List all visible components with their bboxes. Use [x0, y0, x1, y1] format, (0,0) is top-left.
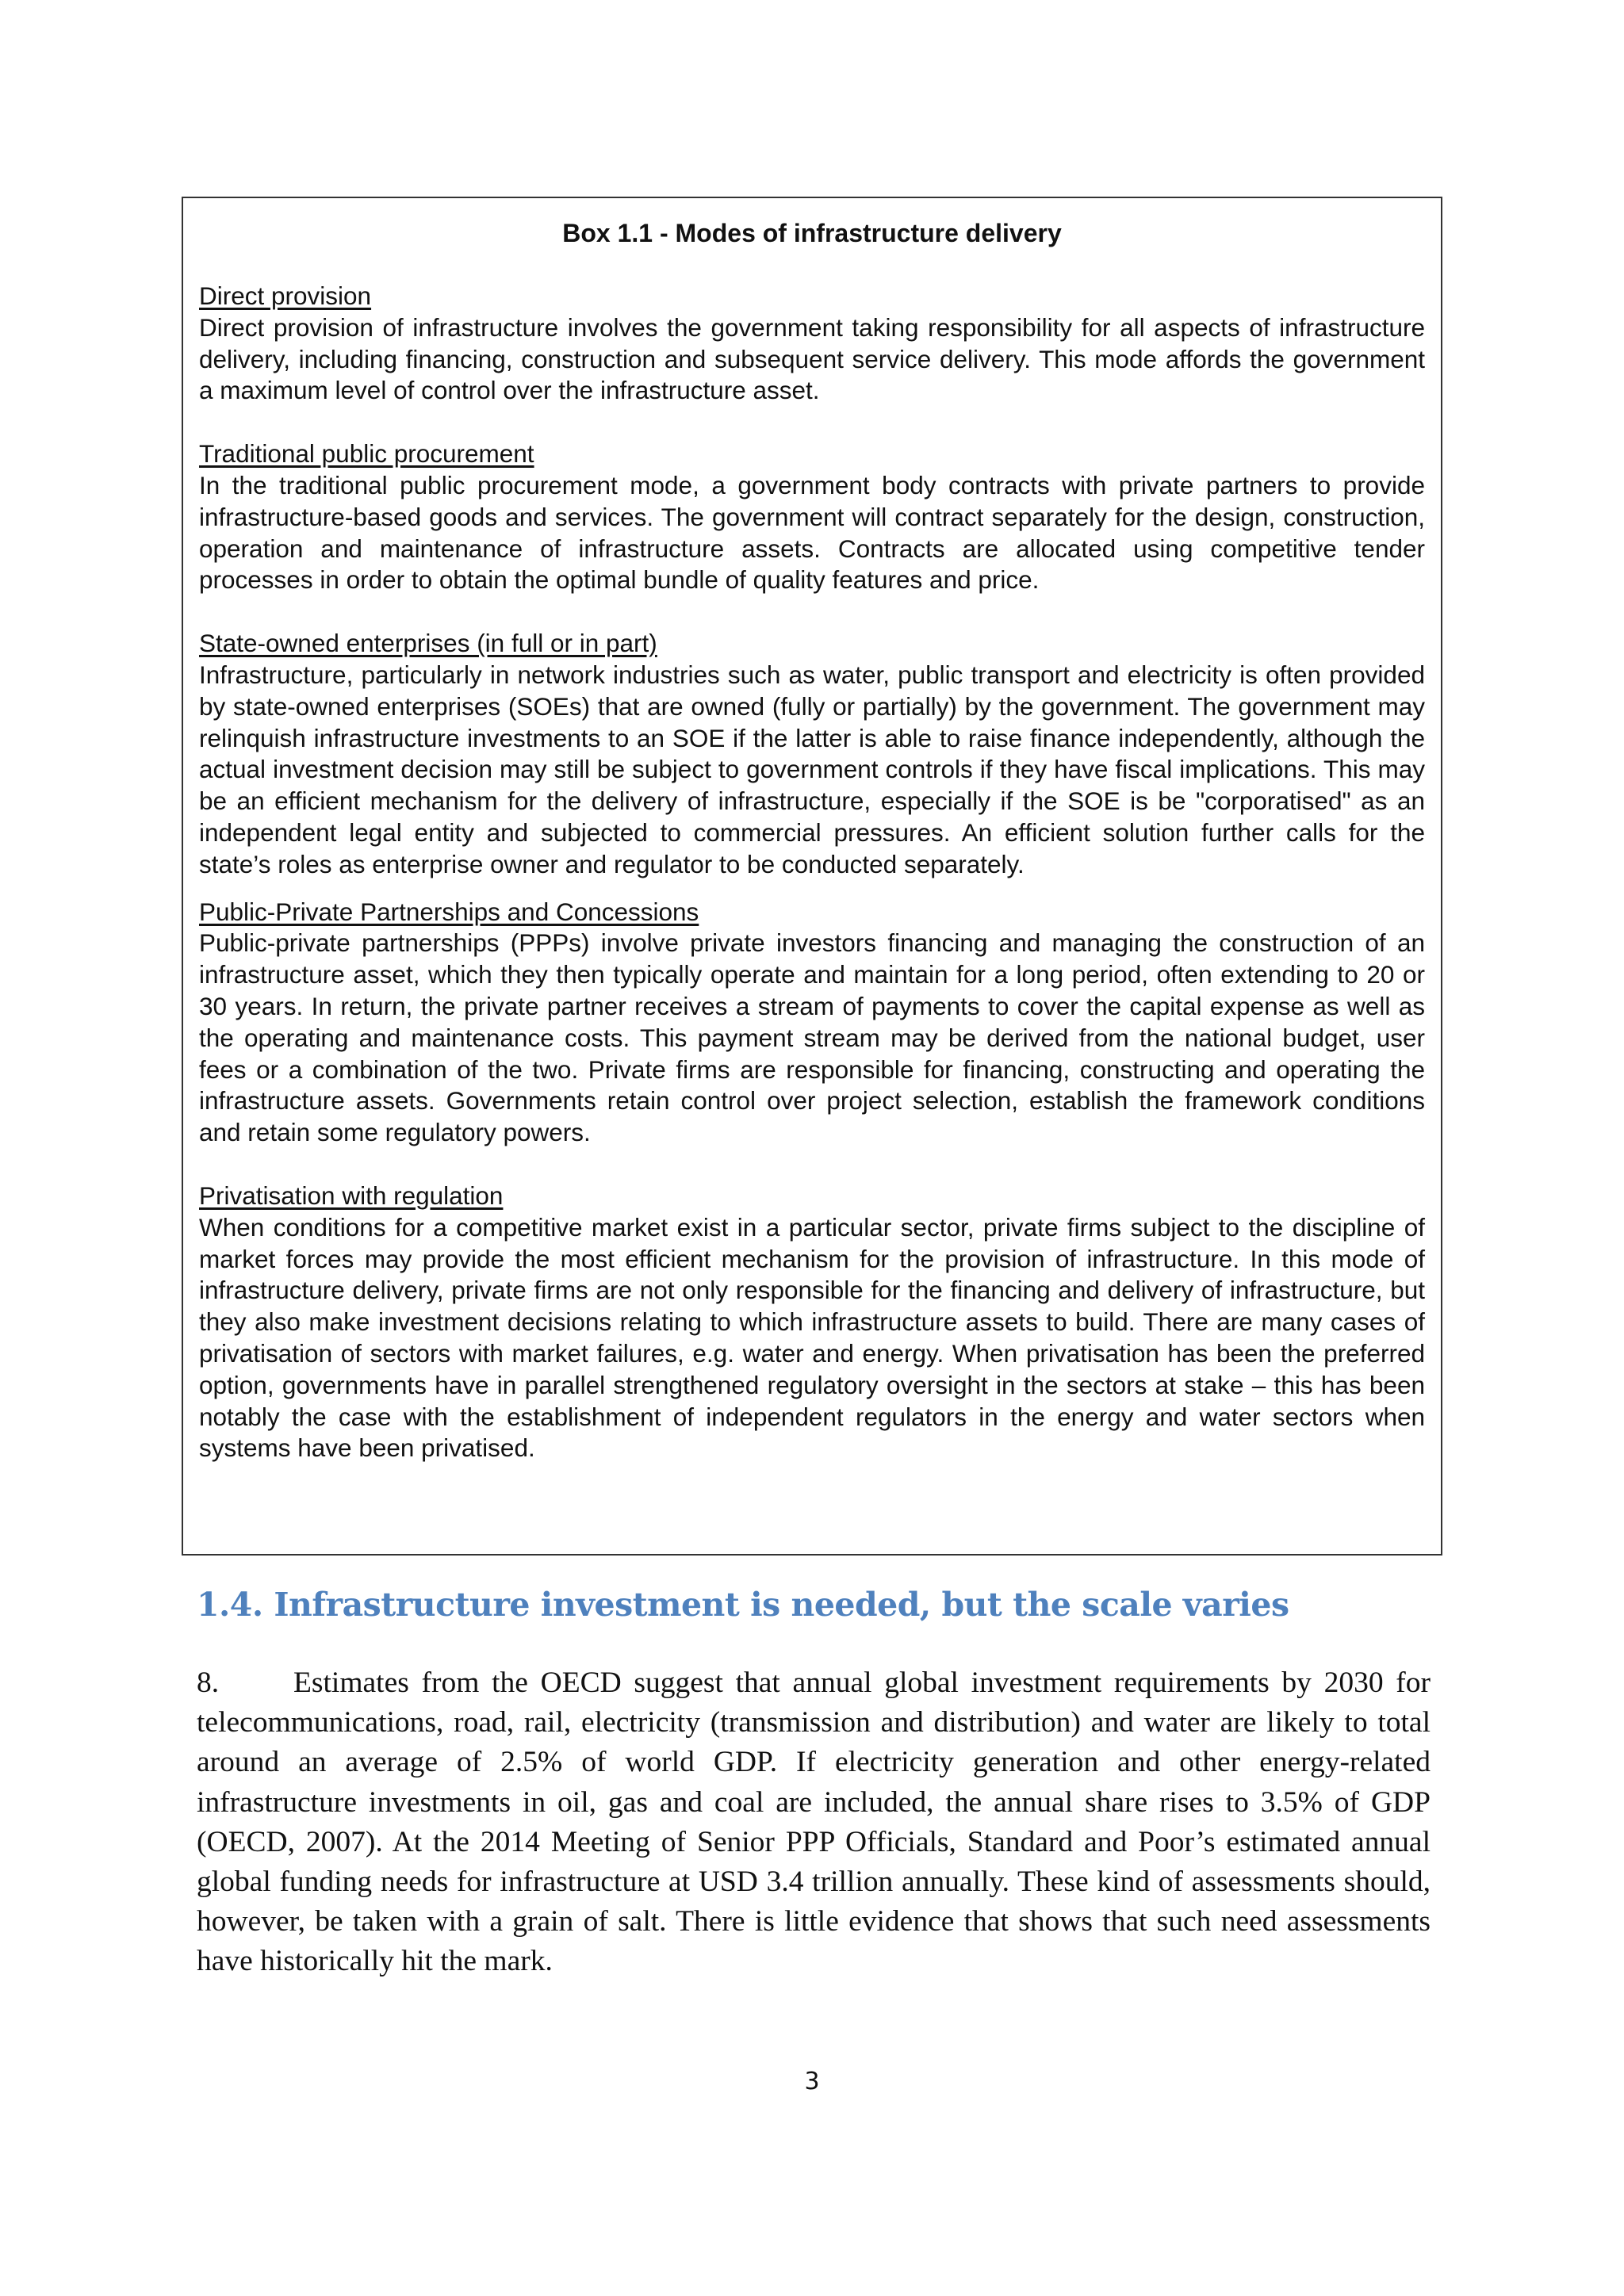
page-number: 3	[804, 2068, 820, 2095]
box-section-heading: Privatisation with regulation	[199, 1181, 504, 1210]
paragraph-number: 8.	[197, 1667, 220, 1699]
box-title: Box 1.1 - Modes of infrastructure delivery	[562, 219, 1062, 247]
box-section-body: When conditions for a competitive market exist in a particular sector, private firms subject to the discipline of market forces may provide the most efficient mechanism for the provision of infrastructure. In this mode of infrastructure delivery, private firms are not only responsible for the financing and delivery of infrastructure, but they also make investment decisions relating to which infrastructure assets to build. There are many cases of privatisation of sectors with market failures, e.g. water and energy. When privatisation has been the preferred option, governments have in parallel strengthened regulatory oversight in the sectors at stake – this has been notably the case with the establishment of independent regulators in the energy and water sectors when systems have been privatised.	[199, 1212, 1425, 1463]
box-section-heading: State-owned enterprises (in full or in part)	[199, 629, 657, 658]
box-section-direct-provision	[199, 281, 1425, 407]
box-section-body: Public-private partnerships (PPPs) involve private investors financing and managing the construction of an infrastructure asset, which they then typically operate and maintain for a long period, often extending to 20 or 30 years. In return, the private partner receives a stream of payments to cover the capital expense as well as the operating and maintenance costs. This payment stream may be derived from the national budget, user fees or a combination of the two. Private firms are responsible for financing, constructing and operating the infrastructure assets. Governments retain control over project selection, establish the framework conditions and retain some regulatory powers.	[199, 928, 1425, 1147]
box-section-body: Direct provision of infrastructure involves the government taking responsibility for all aspects of infrastructure delivery, including financing, construction and subsequent service delivery. This mode affords the government a maximum level of control over the infrastructure asset.	[199, 312, 1425, 405]
box-section-body: Infrastructure, particularly in network industries such as water, public transport and electricity is often provided by state-owned enterprises (SOEs) that are owned (fully or partially) by the government. The government may relinquish infrastructure investments to an SOE if the latter is able to raise finance independently, although the actual investment decision may still be subject to government controls if they have fiscal implications. This may be an efficient mechanism for the delivery of infrastructure, especially if the SOE is be "corporatised" as an independent legal entity and subjected to commercial pressures. An efficient solution further calls for the state’s roles as enterprise owner and regulator to be conducted separately.	[199, 660, 1425, 878]
section-heading: 1.4. Infrastructure investment is needed, but the scale varies	[197, 1586, 1289, 1624]
box-section-privatisation	[199, 1181, 1425, 1464]
box-section-body: In the traditional public procurement mode, a government body contracts with private partners to provide infrastructure-based goods and services. The government will contract separately for the design, construction, operation and maintenance of infrastructure assets. Contracts are allocated using competitive tender processes in order to obtain the optimal bundle of quality features and price.	[199, 470, 1425, 595]
box-section-heading: Direct provision	[199, 281, 372, 310]
numbered-paragraph	[197, 1663, 1431, 1982]
paragraph-text: Estimates from the OECD suggest that annual global investment requirements by 2030 for telecommunications, road, rail, electricity (transmission and distribution) and water are likely to total around an average of 2.5% of world GDP. If electricity generation and other energy-related infrastructure investments in oil, gas and coal are included, the annual share rises to 3.5% of GDP (OECD, 2007). At the 2014 Meeting of Senior PPP Officials, Standard and Poor’s estimated annual global funding needs for infrastructure at USD 3.4 trillion annually. These kind of assessments should, however, be taken with a grain of salt. There is little evidence that shows that such need assessments have historically hit the mark.	[197, 1667, 1431, 1978]
box-section-state-owned-enterprises	[199, 628, 1425, 880]
box-section-heading: Public-Private Partnerships and Concessions	[199, 897, 699, 926]
box-section-heading: Traditional public procurement	[199, 439, 534, 469]
box-section-traditional-procurement	[199, 438, 1425, 596]
box-1-1	[182, 197, 1442, 1556]
box-section-ppp-concessions	[199, 897, 1425, 1149]
